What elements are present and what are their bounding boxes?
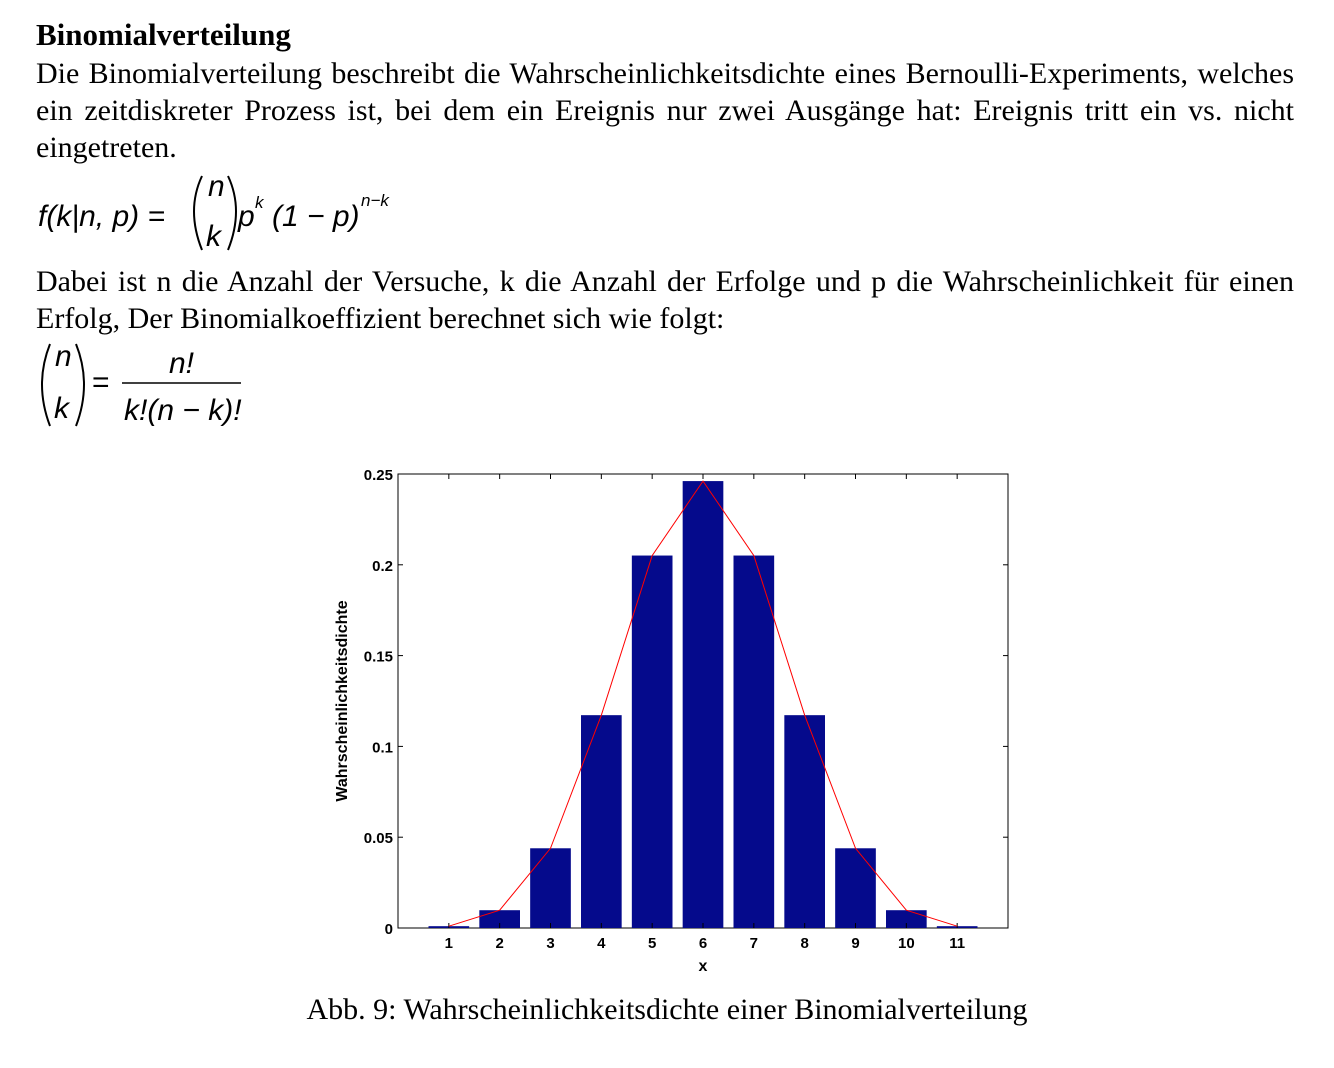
x-tick-label: 8 xyxy=(800,935,809,952)
x-tick-label: 9 xyxy=(851,935,860,952)
section-heading: Binomialverteilung xyxy=(36,17,291,52)
y-tick-label: 0.1 xyxy=(372,739,393,757)
y-tick-label: 0.15 xyxy=(363,648,393,666)
bar-3 xyxy=(530,848,571,928)
x-tick-label: 11 xyxy=(949,935,966,952)
formula1-p: p xyxy=(238,200,255,233)
bar-9 xyxy=(835,848,876,928)
figure-caption: Abb. 9: Wahrscheinlichkeitsdichte einer Binomialverteilung xyxy=(306,993,1028,1026)
bar-7 xyxy=(734,556,775,928)
bar-6 xyxy=(683,481,724,928)
intro-paragraph: Die Binomialverteilung beschreibt die Wahrscheinlichkeitsdichte eines Bernoulli-Experiments, welches ein zeitdiskreter Prozess ist, bei dem ein Ereignis nur zwei Ausgänge hat: Ereignis tritt ein vs. nicht eingetreten. xyxy=(36,57,1294,164)
formula1-lhs: f(k|n, p) = xyxy=(38,200,166,233)
x-tick-label: 6 xyxy=(698,935,708,952)
bar-4 xyxy=(581,715,622,928)
x-tick-label: 10 xyxy=(897,935,915,952)
formula2-denominator: k!(n − k)! xyxy=(124,394,242,427)
formula2-equals: = xyxy=(92,366,110,399)
y-tick-label: 0.2 xyxy=(372,557,393,575)
formula1-p-exp: k xyxy=(255,193,264,212)
formula1-paren-term: (1 − p) xyxy=(272,200,360,233)
x-tick-label: 4 xyxy=(597,935,606,952)
x-axis-label: x xyxy=(698,958,708,975)
x-tick-label: 2 xyxy=(495,935,504,952)
x-tick-label: 3 xyxy=(546,935,555,952)
y-tick-label: 0.25 xyxy=(363,467,393,484)
formula1-paren-exp: n−k xyxy=(361,191,389,210)
x-tick-label: 5 xyxy=(647,935,657,952)
bar-5 xyxy=(632,556,673,928)
x-tick-label: 1 xyxy=(444,935,454,952)
y-tick-label: 0.05 xyxy=(363,830,393,848)
coefficient-paragraph: Dabei ist n die Anzahl der Versuche, k die Anzahl der Erfolge und p die Wahrscheinlichkeit für einen Erfolg, Der Binomialkoeffizient berechnet sich wie folgt: xyxy=(36,265,1294,335)
formula2-binom-bottom: k xyxy=(54,392,69,425)
formula2-numerator: n! xyxy=(169,347,195,380)
bar-8 xyxy=(784,715,825,928)
y-axis-label: Wahrscheinlichkeitsdichte xyxy=(334,600,351,802)
y-tick-label: 0 xyxy=(384,921,393,938)
formula1-binom-top: n xyxy=(208,170,225,203)
formula2-binom-top: n xyxy=(55,340,72,373)
x-tick-label: 7 xyxy=(749,935,759,952)
formula1-binom-bottom: k xyxy=(206,220,221,253)
